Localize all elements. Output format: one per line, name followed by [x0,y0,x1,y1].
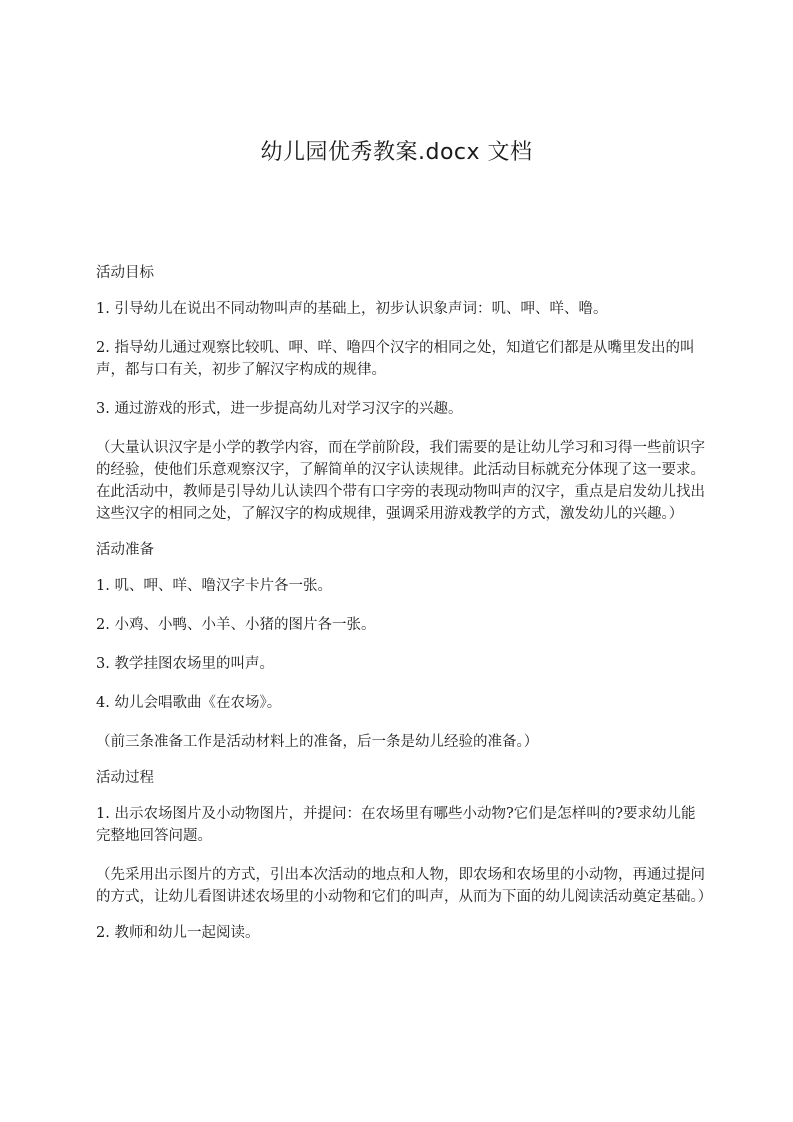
document-title: 幼儿园优秀教案.docx 文档 [260,140,533,165]
goals-note: （大量认识汉字是小学的教学内容，而在学前阶段，我们需要的是让幼儿学习和习得一些前识字的经验，使他们乐意观察汉字，了解简单的汉字认读规律。此活动目标就充分体现了这一要求。在此活动中，教师是引导幼儿认读四个带有口字旁的表现动物叫声的汉字，重点是启发幼儿找出这些汉字的相同之处，了解汉字的构成规律，强调采用游戏教学的方式，激发幼儿的兴趣。） [96,440,705,522]
goal-item-1: 1. 引导幼儿在说出不同动物叫声的基础上，初步认识象声词：叽、呷、咩、噜。 [96,301,608,317]
goal-item-2: 2. 指导幼儿通过观察比较叽、呷、咩、噜四个汉字的相同之处，知道它们都是从嘴里发出的叫声，都与口有关，初步了解汉字构成的规律。 [96,340,695,378]
process-item-1: 1. 出示农场图片及小动物图片，并提问：在农场里有哪些小动物?它们是怎样叫的?要求幼儿能完整地回答问题。 [96,806,696,844]
goal-item-3: 3. 通过游戏的形式，进一步提高幼儿对学习汉字的兴趣。 [96,401,463,417]
section-heading-process: 活动过程 [96,770,154,786]
process-item-2: 2. 教师和幼儿一起阅读。 [96,925,260,941]
section-heading-preparation: 活动准备 [96,542,154,558]
preparation-note: （前三条准备工作是活动材料上的准备，后一条是幼儿经验的准备。） [96,734,539,750]
preparation-item-3: 3. 教学挂图农场里的叫声。 [96,656,274,672]
preparation-item-2: 2. 小鸡、小鸭、小羊、小猪的图片各一张。 [96,617,376,633]
preparation-item-1: 1. 叽、呷、咩、噜汉字卡片各一张。 [96,578,332,594]
preparation-item-4: 4. 幼儿会唱歌曲《在农场》。 [96,695,282,711]
process-note: （先采用出示图片的方式，引出本次活动的地点和人物，即农场和农场里的小动物，再通过提问的方式，让幼儿看图讲述农场里的小动物和它们的叫声，从而为下面的幼儿阅读活动奠定基础。） [96,867,713,905]
document-body [96,262,713,961]
section-heading-goals: 活动目标 [96,265,154,281]
